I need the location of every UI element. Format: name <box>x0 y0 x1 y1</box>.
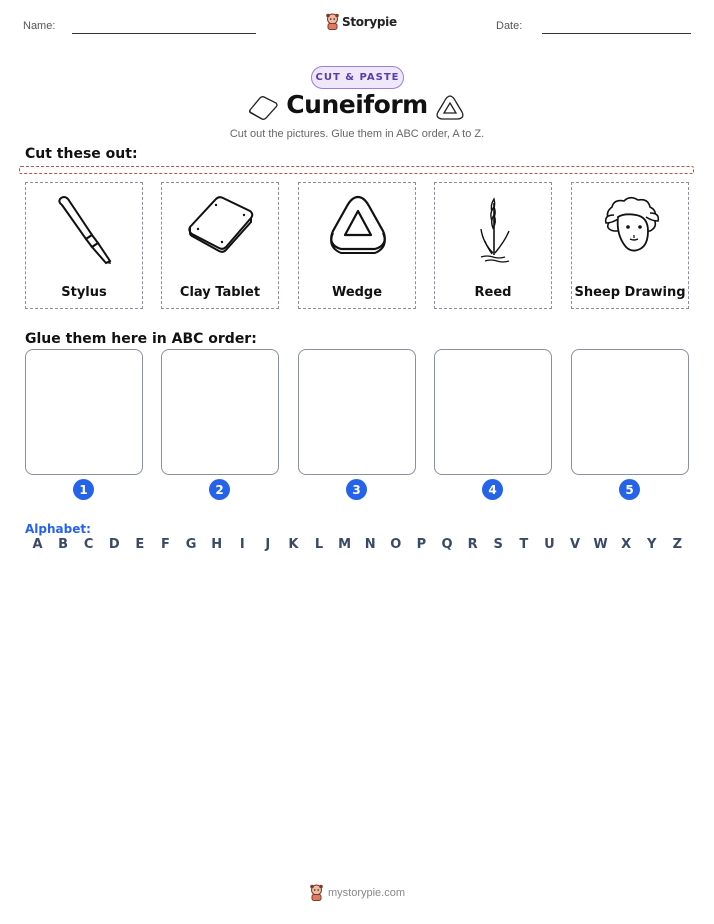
glue-box-1[interactable] <box>25 349 143 475</box>
page-title: Cuneiform <box>286 90 428 119</box>
order-number-1: 1 <box>73 479 94 500</box>
storypie-mascot-icon <box>309 884 324 901</box>
instructions: Cut out the pictures. Glue them in ABC order, A to Z. <box>229 128 485 140</box>
alphabet-letter: D <box>108 537 120 552</box>
alphabet-letter: X <box>621 537 632 552</box>
brand-name: Storypie <box>342 14 397 29</box>
glue-heading: Glue them here in ABC order: <box>25 331 257 347</box>
wedge-icon <box>323 191 393 267</box>
glue-box-4[interactable] <box>434 349 552 475</box>
alphabet-letter: U <box>544 537 555 552</box>
card-label: Wedge <box>331 285 383 300</box>
storypie-mascot-icon <box>325 13 340 30</box>
alphabet-letter: S <box>493 537 503 552</box>
brand-logo <box>325 13 397 30</box>
alphabet-letter: Q <box>441 537 453 552</box>
card-label: Stylus <box>61 285 107 300</box>
order-number-4: 4 <box>482 479 503 500</box>
order-number-2: 2 <box>209 479 230 500</box>
card-label: Clay Tablet <box>179 285 261 300</box>
footer <box>309 884 405 901</box>
alphabet-letter: H <box>211 537 223 552</box>
alphabet-letter: M <box>338 537 352 552</box>
alphabet-letter: O <box>390 537 402 552</box>
alphabet-letter: L <box>314 537 324 552</box>
card-label: Reed <box>474 285 512 300</box>
alphabet-letter: Z <box>672 537 683 552</box>
alphabet-letter: A <box>32 537 43 552</box>
alphabet-heading: Alphabet: <box>25 522 91 536</box>
alphabet-letter: N <box>364 537 376 552</box>
name-label: Name: <box>23 20 56 32</box>
card-label: Sheep Drawing <box>574 285 686 300</box>
sheep-icon <box>596 191 666 267</box>
alphabet-letter: F <box>161 537 170 552</box>
wedge-title-icon <box>434 93 466 123</box>
alphabet-letter: E <box>135 537 145 552</box>
alphabet-letter: W <box>593 537 608 552</box>
order-number-3: 3 <box>346 479 367 500</box>
name-line[interactable] <box>72 33 256 34</box>
cut-card-reed[interactable] <box>434 182 552 309</box>
order-number-5: 5 <box>619 479 640 500</box>
alphabet-letter: Y <box>647 537 657 552</box>
alphabet-letter: K <box>288 537 299 552</box>
cut-heading: Cut these out: <box>25 146 138 162</box>
glue-box-3[interactable] <box>298 349 416 475</box>
cut-card-sheep-drawing[interactable] <box>571 182 689 309</box>
date-line[interactable] <box>542 33 691 34</box>
alphabet-letter: P <box>416 537 427 552</box>
cut-card-wedge[interactable] <box>298 182 416 309</box>
alphabet-row <box>25 537 690 552</box>
alphabet-letter: I <box>239 537 245 552</box>
footer-url[interactable]: mystorypie.com <box>328 886 406 899</box>
alphabet-letter: G <box>185 537 197 552</box>
cut-line <box>19 166 694 174</box>
date-label: Date: <box>496 20 523 32</box>
alphabet-letter: J <box>265 537 271 552</box>
clay-tablet-icon <box>186 191 256 267</box>
alphabet-letter: B <box>58 537 69 552</box>
glue-box-5[interactable] <box>571 349 689 475</box>
reed-icon <box>459 191 529 267</box>
cut-card-stylus[interactable] <box>25 182 143 309</box>
alphabet-letter: R <box>467 537 478 552</box>
alphabet-letter: C <box>83 537 94 552</box>
cut-paste-badge: CUT & PASTE <box>311 66 404 89</box>
glue-box-2[interactable] <box>161 349 279 475</box>
alphabet-letter: V <box>569 537 580 552</box>
alphabet-letter: T <box>519 537 529 552</box>
cut-card-clay-tablet[interactable] <box>161 182 279 309</box>
stylus-icon <box>50 191 120 267</box>
